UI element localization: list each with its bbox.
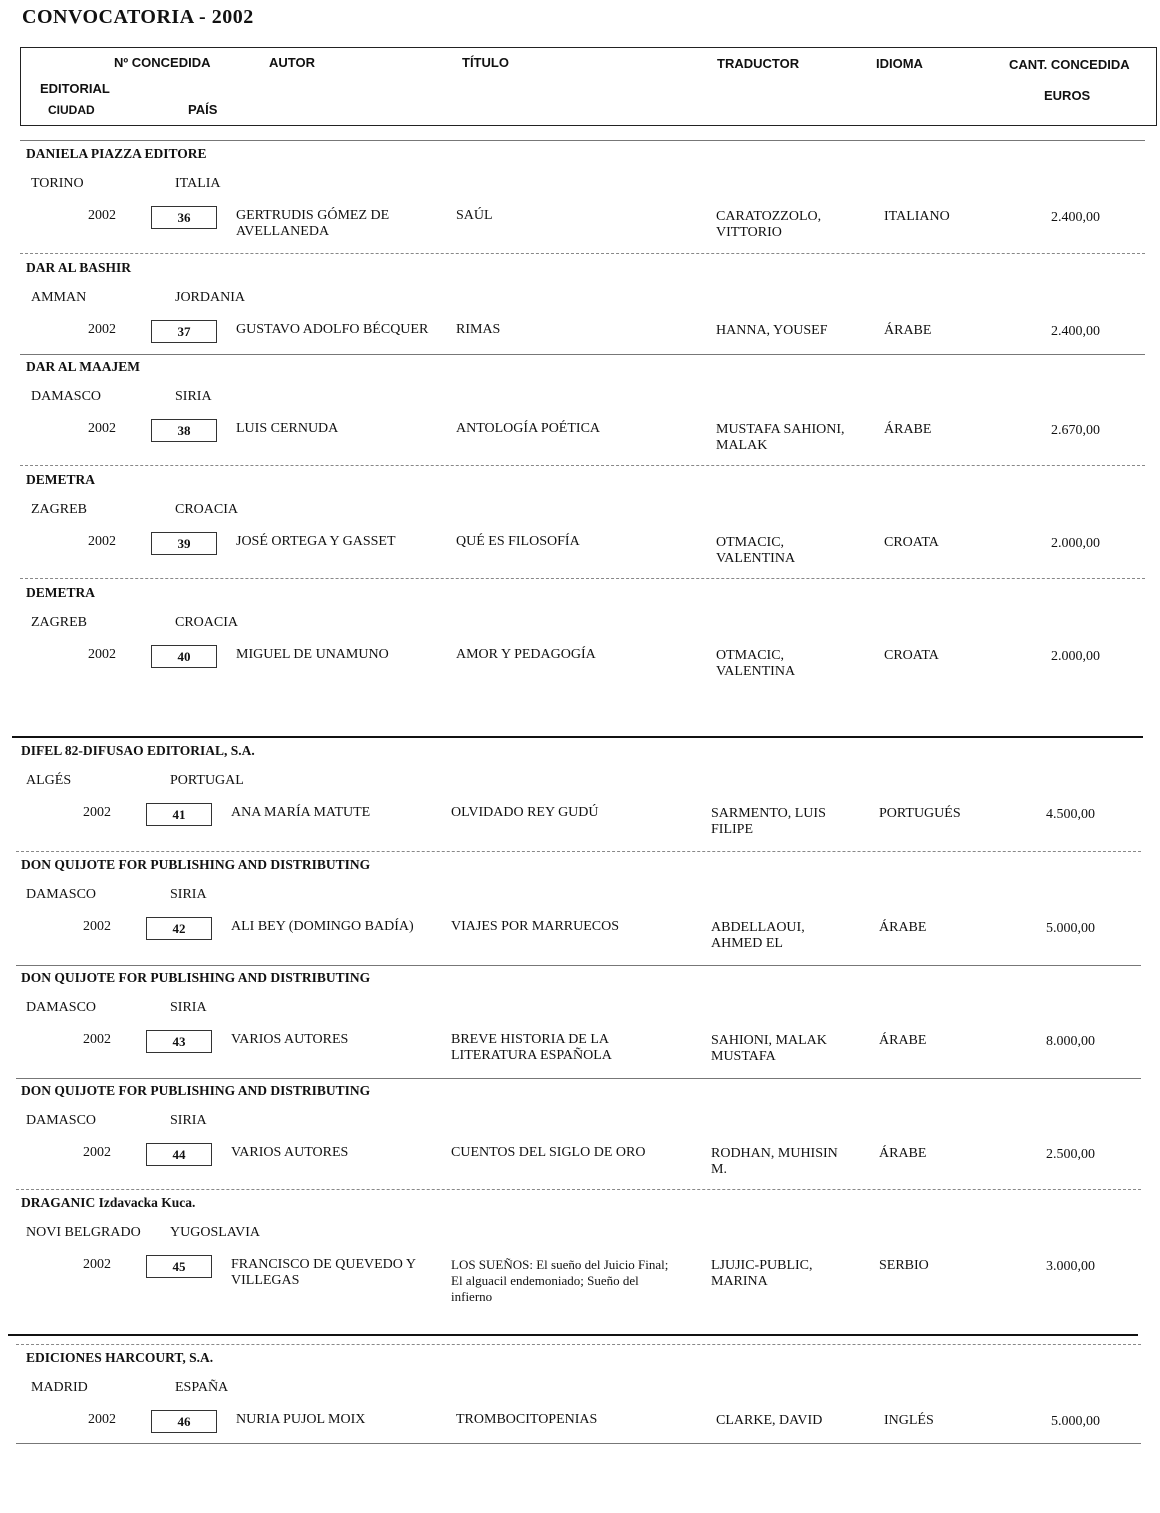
ciudad: DAMASCO — [26, 887, 97, 902]
ciudad: ZAGREB — [31, 615, 87, 630]
pais: SIRIA — [170, 1113, 207, 1128]
year: 2002 — [83, 805, 111, 820]
editorial-name: EDICIONES HARCOURT, S.A. — [26, 1350, 214, 1365]
titulo: OLVIDADO REY GUDÚ — [451, 805, 599, 820]
ciudad: DAMASCO — [26, 1113, 97, 1128]
concession-number: 42 — [146, 917, 212, 940]
idioma: ÁRABE — [884, 422, 932, 437]
editorial-name: DEMETRA — [26, 585, 96, 600]
autor: VARIOS AUTORES — [231, 1145, 349, 1160]
autor: ANA MARÍA MATUTE — [231, 805, 371, 820]
traductor: CARATOZZOLO, VITTORIO — [716, 209, 822, 240]
header-titulo: TÍTULO — [462, 55, 509, 70]
row-divider — [8, 1334, 1138, 1336]
year: 2002 — [83, 1145, 111, 1160]
autor: LUIS CERNUDA — [236, 421, 339, 436]
row-divider — [16, 851, 1141, 852]
editorial-name: DON QUIJOTE FOR PUBLISHING AND DISTRIBUTING — [21, 1083, 371, 1098]
autor: NURIA PUJOL MOIX — [236, 1412, 366, 1427]
traductor: LJUJIC-PUBLIC, MARINA — [711, 1258, 813, 1289]
pais: JORDANIA — [175, 290, 245, 305]
titulo: SAÚL — [456, 208, 493, 223]
header-traductor: TRADUCTOR — [717, 56, 800, 71]
row-divider — [16, 1344, 1141, 1345]
titulo: VIAJES POR MARRUECOS — [451, 919, 620, 934]
traductor: RODHAN, MUHISIN M. — [711, 1146, 838, 1177]
pais: CROACIA — [175, 502, 239, 517]
header-euros: EUROS — [1044, 88, 1091, 103]
pais: SIRIA — [175, 389, 212, 404]
row-divider — [20, 253, 1145, 254]
cantidad: 5.000,00 — [1051, 1414, 1100, 1429]
traductor: OTMACIC, VALENTINA — [716, 648, 796, 679]
cantidad: 8.000,00 — [1046, 1034, 1095, 1049]
idioma: ÁRABE — [879, 1033, 927, 1048]
editorial-name: DON QUIJOTE FOR PUBLISHING AND DISTRIBUTING — [21, 857, 371, 872]
pais: ITALIA — [175, 176, 221, 191]
autor: ALI BEY (DOMINGO BADÍA) — [231, 919, 414, 934]
idioma: ÁRABE — [884, 323, 932, 338]
concession-number: 43 — [146, 1030, 212, 1053]
editorial-name: DRAGANIC Izdavacka Kuca. — [21, 1195, 196, 1210]
concession-number: 36 — [151, 206, 217, 229]
titulo: LOS SUEÑOS: El sueño del Juicio Final; El alguacil endemoniado; Sueño del infierno — [451, 1257, 669, 1304]
traductor: SAHIONI, MALAK MUSTAFA — [711, 1033, 827, 1064]
cantidad: 3.000,00 — [1046, 1259, 1095, 1274]
traductor: OTMACIC, VALENTINA — [716, 535, 796, 566]
header-idioma: IDIOMA — [876, 56, 923, 71]
year: 2002 — [88, 421, 116, 436]
year: 2002 — [83, 919, 111, 934]
idioma: SERBIO — [879, 1258, 929, 1273]
concession-number: 40 — [151, 645, 217, 668]
row-divider — [12, 736, 1143, 738]
titulo: TROMBOCITOPENIAS — [456, 1412, 598, 1427]
ciudad: NOVI BELGRADO — [26, 1225, 141, 1240]
row-divider — [16, 1189, 1141, 1190]
autor: GERTRUDIS GÓMEZ DE AVELLANEDA — [236, 208, 390, 239]
concession-number: 46 — [151, 1410, 217, 1433]
header-editorial: EDITORIAL — [40, 81, 110, 96]
autor: MIGUEL DE UNAMUNO — [236, 647, 389, 662]
header-cant: CANT. CONCEDIDA — [1009, 57, 1130, 72]
titulo: ANTOLOGÍA POÉTICA — [456, 421, 601, 436]
row-divider — [20, 578, 1145, 579]
traductor: CLARKE, DAVID — [716, 1413, 823, 1428]
cantidad: 5.000,00 — [1046, 921, 1095, 936]
traductor: SARMENTO, LUIS FILIPE — [711, 806, 826, 837]
editorial-name: DEMETRA — [26, 472, 96, 487]
autor: GUSTAVO ADOLFO BÉCQUER — [236, 322, 429, 337]
titulo: AMOR Y PEDAGOGÍA — [456, 647, 596, 662]
year: 2002 — [88, 1412, 116, 1427]
editorial-name: DAR AL MAAJEM — [26, 359, 140, 374]
row-divider — [20, 354, 1145, 355]
cantidad: 2.000,00 — [1051, 536, 1100, 551]
ciudad: ZAGREB — [31, 502, 87, 517]
cantidad: 2.670,00 — [1051, 423, 1100, 438]
autor: FRANCISCO DE QUEVEDO Y VILLEGAS — [231, 1257, 416, 1288]
idioma: CROATA — [884, 648, 939, 663]
idioma: ÁRABE — [879, 1146, 927, 1161]
ciudad: AMMAN — [31, 290, 87, 305]
pais: SIRIA — [170, 887, 207, 902]
autor: JOSÉ ORTEGA Y GASSET — [236, 534, 396, 549]
header-pais: PAÍS — [188, 102, 218, 117]
editorial-name: DAR AL BASHIR — [26, 260, 132, 275]
header-autor: AUTOR — [269, 55, 315, 70]
idioma: CROATA — [884, 535, 939, 550]
year: 2002 — [88, 647, 116, 662]
titulo: RIMAS — [456, 322, 501, 337]
concession-number: 37 — [151, 320, 217, 343]
ciudad: DAMASCO — [31, 389, 102, 404]
concession-number: 41 — [146, 803, 212, 826]
concession-number: 44 — [146, 1143, 212, 1166]
autor: VARIOS AUTORES — [231, 1032, 349, 1047]
year: 2002 — [83, 1257, 111, 1272]
cantidad: 4.500,00 — [1046, 807, 1095, 822]
idioma: ITALIANO — [884, 209, 950, 224]
pais: PORTUGAL — [170, 773, 244, 788]
header-num: Nº CONCEDIDA — [114, 55, 211, 70]
year: 2002 — [88, 534, 116, 549]
ciudad: MADRID — [31, 1380, 88, 1395]
cantidad: 2.000,00 — [1051, 649, 1100, 664]
concession-number: 39 — [151, 532, 217, 555]
traductor: ABDELLAOUI, AHMED EL — [711, 920, 805, 951]
ciudad: DAMASCO — [26, 1000, 97, 1015]
pais: CROACIA — [175, 615, 239, 630]
year: 2002 — [83, 1032, 111, 1047]
row-divider — [20, 465, 1145, 466]
traductor: HANNA, YOUSEF — [716, 323, 828, 338]
ciudad: TORINO — [31, 176, 84, 191]
editorial-name: DANIELA PIAZZA EDITORE — [26, 146, 207, 161]
cantidad: 2.500,00 — [1046, 1147, 1095, 1162]
header-ciudad: CIUDAD — [48, 103, 95, 117]
row-divider — [20, 140, 1145, 141]
column-header-box — [20, 47, 1157, 126]
concession-number: 45 — [146, 1255, 212, 1278]
ciudad: ALGÉS — [26, 773, 72, 788]
row-divider — [16, 1443, 1141, 1444]
year: 2002 — [88, 208, 116, 223]
idioma: PORTUGUÉS — [879, 806, 961, 821]
pais: YUGOSLAVIA — [170, 1225, 260, 1240]
cantidad: 2.400,00 — [1051, 210, 1100, 225]
cantidad: 2.400,00 — [1051, 324, 1100, 339]
traductor: MUSTAFA SAHIONI, MALAK — [716, 422, 845, 453]
row-divider — [16, 965, 1141, 966]
editorial-name: DON QUIJOTE FOR PUBLISHING AND DISTRIBUTING — [21, 970, 371, 985]
pais: ESPAÑA — [175, 1380, 229, 1395]
year: 2002 — [88, 322, 116, 337]
row-divider — [16, 1078, 1141, 1079]
pais: SIRIA — [170, 1000, 207, 1015]
titulo: QUÉ ES FILOSOFÍA — [456, 534, 580, 549]
page-title: CONVOCATORIA - 2002 — [22, 6, 254, 28]
concession-number: 38 — [151, 419, 217, 442]
idioma: ÁRABE — [879, 920, 927, 935]
idioma: INGLÉS — [884, 1413, 934, 1428]
editorial-name: DIFEL 82-DIFUSAO EDITORIAL, S.A. — [21, 743, 255, 758]
titulo: BREVE HISTORIA DE LA LITERATURA ESPAÑOLA — [451, 1032, 612, 1063]
titulo: CUENTOS DEL SIGLO DE ORO — [451, 1145, 646, 1160]
